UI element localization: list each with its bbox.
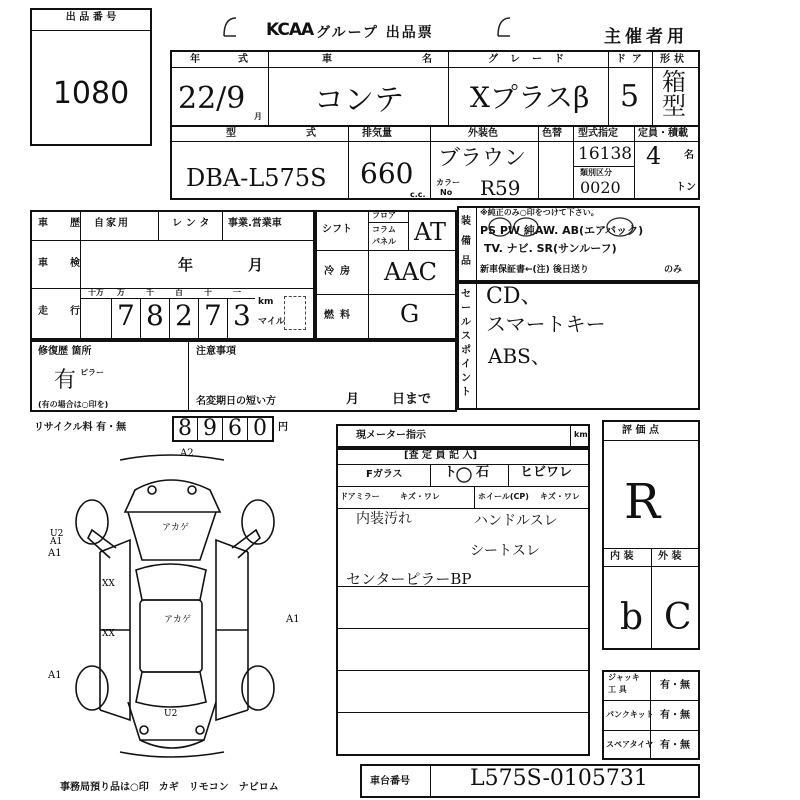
category-label: 類別区分 <box>580 168 612 177</box>
car-name-value: コンテ <box>314 83 404 118</box>
shaken-month: 月 <box>248 256 264 274</box>
type-designation-value: 16138 <box>578 144 633 164</box>
expiry-day: 日まで <box>392 392 432 407</box>
equipment-line3-tail: のみ <box>664 265 683 275</box>
remark-2: ハンドルスレ <box>474 513 558 529</box>
mileage-digit-label: 十 <box>204 288 212 297</box>
sales-point-2: スマートキー <box>486 312 606 336</box>
displacement-label: 排気量 <box>362 128 392 139</box>
repair-value-note: ピラー <box>80 368 104 377</box>
glass-option-1: ト <box>444 465 458 480</box>
fuel-value: G <box>400 300 420 328</box>
equipment-line3: 新車保証書←(注) 後日送り <box>480 265 589 275</box>
mark-akage-roof: アカゲ <box>164 615 191 625</box>
remark-1: 内装汚れ <box>356 511 412 527</box>
shaken-label: 車 検 <box>38 258 86 269</box>
meter-label: 現メーター指示 <box>356 430 426 441</box>
sales-point-3: ABS、 <box>488 344 551 368</box>
mileage-digit-label: 千 <box>146 288 154 297</box>
recycle-digit: 8 <box>178 416 192 441</box>
ac-label: 冷房 <box>324 266 356 277</box>
lot-number-box <box>30 8 152 146</box>
brand-logo: KCAA <box>266 20 314 40</box>
recycle-label: リサイクル料 有・無 <box>34 422 127 433</box>
capacity-unit: 名 <box>684 150 694 161</box>
mark-a1-right: A1 <box>286 614 300 625</box>
interior-score: b <box>620 597 644 638</box>
wheel-label: ホイール(CP) <box>478 492 529 501</box>
glass-option-3: ヒビワレ <box>520 465 573 480</box>
sales-point-1: CD、 <box>486 284 543 309</box>
history-option-business[interactable]: 事業.営業車 <box>228 218 282 229</box>
capacity-value: 4 <box>646 142 662 170</box>
jack-options[interactable]: 有・無 <box>660 680 690 691</box>
equipment-vertical-label: 装備品 <box>461 216 471 267</box>
fuel-label: 燃料 <box>324 310 356 321</box>
exterior-score: C <box>664 597 692 638</box>
organizer-label: 主催者用 <box>604 27 688 47</box>
shift-value: AT <box>414 218 447 246</box>
history-option-rental[interactable]: レンタ <box>172 218 214 229</box>
shift-label: シフト <box>322 224 352 235</box>
puncture-options[interactable]: 有・無 <box>660 710 690 721</box>
chassis-label: 車台番号 <box>370 776 410 787</box>
floor-label: フロア <box>372 211 396 220</box>
type-designation-label: 型式指定 <box>578 128 618 139</box>
chassis-number: L575S-0105731 <box>470 766 648 791</box>
glass-option-2: 石 <box>476 465 490 480</box>
doors-value: 5 <box>620 79 640 114</box>
recycle-digit: 9 <box>203 416 217 441</box>
mirror-label: ドアミラー <box>340 492 380 501</box>
mark-xx-lower: XX <box>102 629 115 639</box>
sales-point-vertical-label: セールスポイント <box>461 289 471 398</box>
evaluation-label: 評 価 点 <box>622 425 659 436</box>
recycle-digit: 0 <box>253 416 267 441</box>
exterior-label: 外 装 <box>658 551 682 562</box>
grade-label: グレード <box>488 54 576 65</box>
mileage-digit-label: 百 <box>175 288 183 297</box>
km-unit: km <box>258 297 274 307</box>
equipment-circles <box>490 216 690 246</box>
jack-label-1: ジャッキ <box>608 673 640 682</box>
equipment-line2: TV. ナビ. SR(サンルーフ) <box>484 242 617 255</box>
meter-unit: km <box>574 430 588 439</box>
mark-a1-left: A1 <box>48 548 62 559</box>
column-label: コラム <box>372 225 396 234</box>
expiry-month: 月 <box>346 392 360 407</box>
model-value: DBA-L575S <box>186 164 327 192</box>
mileage-label: 走 行 <box>38 306 86 317</box>
shape-label: 形状 <box>660 54 688 65</box>
equipment-note: ※純正のみ○印をつけて下さい。 <box>480 208 599 217</box>
lot-number-label: 出 品 番 号 <box>65 12 117 23</box>
shaken-year: 年 <box>178 256 194 274</box>
panel-label: パネル <box>372 237 396 246</box>
form-title: グループ 出品票 <box>316 25 434 41</box>
mile-checkbox[interactable] <box>284 296 306 330</box>
wheel-options: キズ・ワレ <box>540 492 580 501</box>
year-label: 年 式 <box>190 54 262 65</box>
evaluation-score: R <box>624 474 661 530</box>
inspection-title: [査 定 員 記 入] <box>404 450 478 461</box>
mileage-digit: 8 <box>146 299 164 332</box>
ac-value: AAC <box>384 258 438 286</box>
notes-label: 注意事項 <box>196 346 236 357</box>
expiry-label: 名変期日の短い方 <box>196 396 276 407</box>
equipment-line1: PS PW 純AW. AB(エアバック) <box>480 224 644 237</box>
repair-value: 有 <box>54 368 77 393</box>
color-no-label: カラー <box>436 178 460 187</box>
color-label: 外装色 <box>468 128 498 139</box>
capacity-label: 定員・積載 <box>638 128 688 139</box>
color-value: ブラウン <box>438 146 527 171</box>
repair-footnote: (有の場合は○印を) <box>38 400 109 409</box>
year-value: 22/9 <box>178 81 246 116</box>
history-option-private[interactable]: 自家用 <box>94 218 130 229</box>
ton-unit: トン <box>676 182 696 193</box>
cc-mark: c.c. <box>410 190 426 199</box>
month-mark: 月 <box>254 112 262 121</box>
mark-xx-upper: XX <box>102 579 115 589</box>
lot-number: 1080 <box>52 76 130 111</box>
history-label: 車 歴 <box>38 218 86 229</box>
repair-label: 修復歴 箇所 <box>38 346 92 357</box>
displacement-value: 660 <box>360 157 414 190</box>
interior-label: 内 装 <box>610 551 634 562</box>
mileage-digit: 3 <box>233 299 251 332</box>
mark-akage-hood: アカゲ <box>162 523 189 533</box>
spare-options[interactable]: 有・無 <box>660 740 690 751</box>
shape-value: 箱型 <box>662 68 686 120</box>
mileage-digit: 7 <box>117 299 135 332</box>
model-label: 型 式 <box>226 128 346 139</box>
grade-value: Xプラスβ <box>470 81 590 114</box>
mileage-digit: 7 <box>204 299 222 332</box>
puncture-label: パンクキット <box>606 710 654 719</box>
category-value: 0020 <box>580 178 621 197</box>
mile-unit: マイル <box>258 317 285 327</box>
mirror-options: キズ・ワレ <box>400 492 440 501</box>
glass-label: Fガラス <box>366 469 403 480</box>
recycle-digit: 6 <box>228 416 242 441</box>
color-sub-label: 色替 <box>542 128 562 139</box>
mileage-digit-label: 十万 <box>88 288 104 297</box>
recycle-unit: 円 <box>278 422 288 433</box>
mileage-digit-label: 一 <box>233 288 241 297</box>
color-no-label2: No <box>440 188 453 197</box>
mileage-digit-label: 万 <box>117 288 125 297</box>
mark-u2-rear: U2 <box>164 709 178 719</box>
doors-label: ドア <box>616 54 648 65</box>
left-label-a1: A1 <box>50 537 63 547</box>
car-name-label: 車 名 <box>322 54 472 65</box>
left-label-u2: U2 <box>50 529 64 539</box>
deposit-note: 事務局預り品は○印 カギ リモコン ナビロム <box>60 782 279 793</box>
mark-a2: A2 <box>180 448 194 459</box>
mark-a1-rear: A1 <box>48 670 62 681</box>
spare-label: スペアタイヤ <box>606 740 654 749</box>
mileage-digit: 2 <box>175 299 193 332</box>
color-no-value: R59 <box>480 176 521 200</box>
car-damage-diagram <box>40 440 330 760</box>
jack-label-2: 工 具 <box>608 685 627 694</box>
remark-3: シートスレ <box>470 543 540 559</box>
remark-4: センターピラーBP <box>346 570 472 588</box>
